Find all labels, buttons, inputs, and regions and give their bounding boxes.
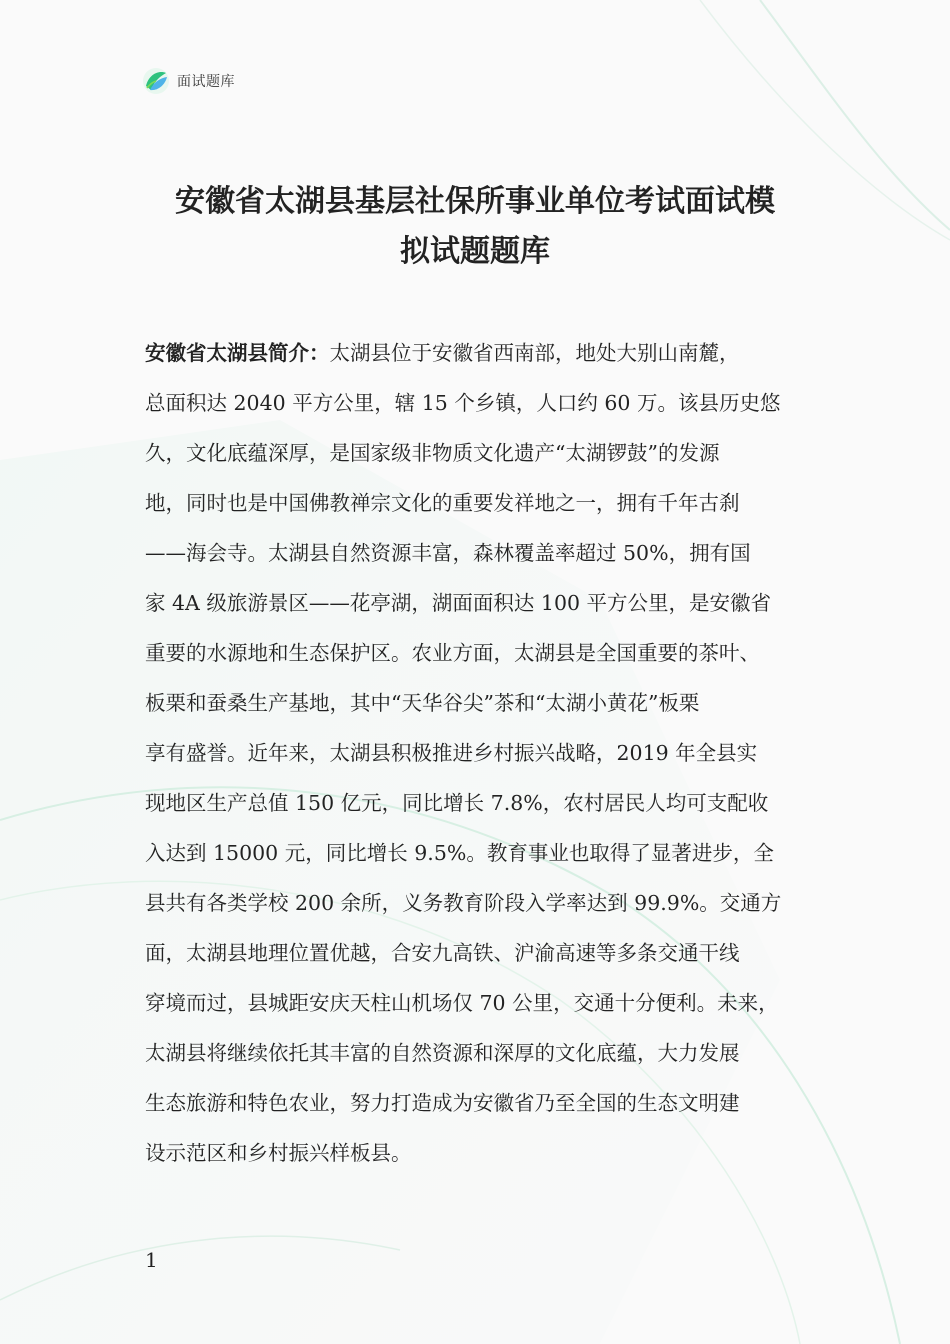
leaf-swirl-logo-icon xyxy=(141,66,171,96)
paragraph-line: 总面积达 2040 平方公里，辖 15 个乡镇，人口约 60 万。该县历史悠 xyxy=(145,391,781,415)
intro-paragraph xyxy=(145,328,815,1178)
paragraph-line: 穿境而过，县城距安庆天柱山机场仅 70 公里，交通十分便利。未来， xyxy=(145,991,779,1015)
intro-label: 安徽省太湖县简介： xyxy=(145,341,330,365)
paragraph-line: 现地区生产总值 150 亿元，同比增长 7.8%，农村居民人均可支配收 xyxy=(145,791,769,815)
title-line-2: 拟试题题库 xyxy=(400,234,550,269)
header xyxy=(141,66,235,96)
paragraph-line: 家 4A 级旅游景区——花亭湖，湖面面积达 100 平方公里，是安徽省 xyxy=(145,591,772,615)
paragraph-line: 面，太湖县地理位置优越，合安九高铁、沪渝高速等多条交通干线 xyxy=(145,941,740,965)
title-line-1: 安徽省太湖县基层社保所事业单位考试面试模 xyxy=(175,184,775,219)
paragraph-line: 久，文化底蕴深厚，是国家级非物质文化遗产“太湖锣鼓”的发源 xyxy=(145,441,720,465)
paragraph-line: 太湖县将继续依托其丰富的自然资源和深厚的文化底蕴，大力发展 xyxy=(145,1041,740,1065)
paragraph-line: 地，同时也是中国佛教禅宗文化的重要发祥地之一，拥有千年古刹 xyxy=(145,491,740,515)
page-number: 1 xyxy=(145,1248,158,1272)
document-title xyxy=(130,177,820,277)
paragraph-line: 重要的水源地和生态保护区。农业方面，太湖县是全国重要的茶叶、 xyxy=(145,641,760,665)
paragraph-line: 生态旅游和特色农业，努力打造成为安徽省乃至全国的生态文明建 xyxy=(145,1091,740,1115)
paragraph-line: 入达到 15000 元，同比增长 9.5%。教育事业也取得了显著进步，全 xyxy=(145,841,774,865)
paragraph-line: ——海会寺。太湖县自然资源丰富，森林覆盖率超过 50%，拥有国 xyxy=(145,541,751,565)
paragraph-line: 享有盛誉。近年来，太湖县积极推进乡村振兴战略，2019 年全县实 xyxy=(145,741,758,765)
paragraph-line: 县共有各类学校 200 余所，义务教育阶段入学率达到 99.9%。交通方 xyxy=(145,891,782,915)
paragraph-line-text: 太湖县位于安徽省西南部，地处大别山南麓， xyxy=(329,341,740,365)
brand-name: 面试题库 xyxy=(177,74,235,90)
paragraph-line: 板栗和蚕桑生产基地，其中“天华谷尖”茶和“太湖小黄花”板栗 xyxy=(145,691,700,715)
paragraph-line xyxy=(145,328,815,378)
paragraph-line: 设示范区和乡村振兴样板县。 xyxy=(145,1141,412,1165)
